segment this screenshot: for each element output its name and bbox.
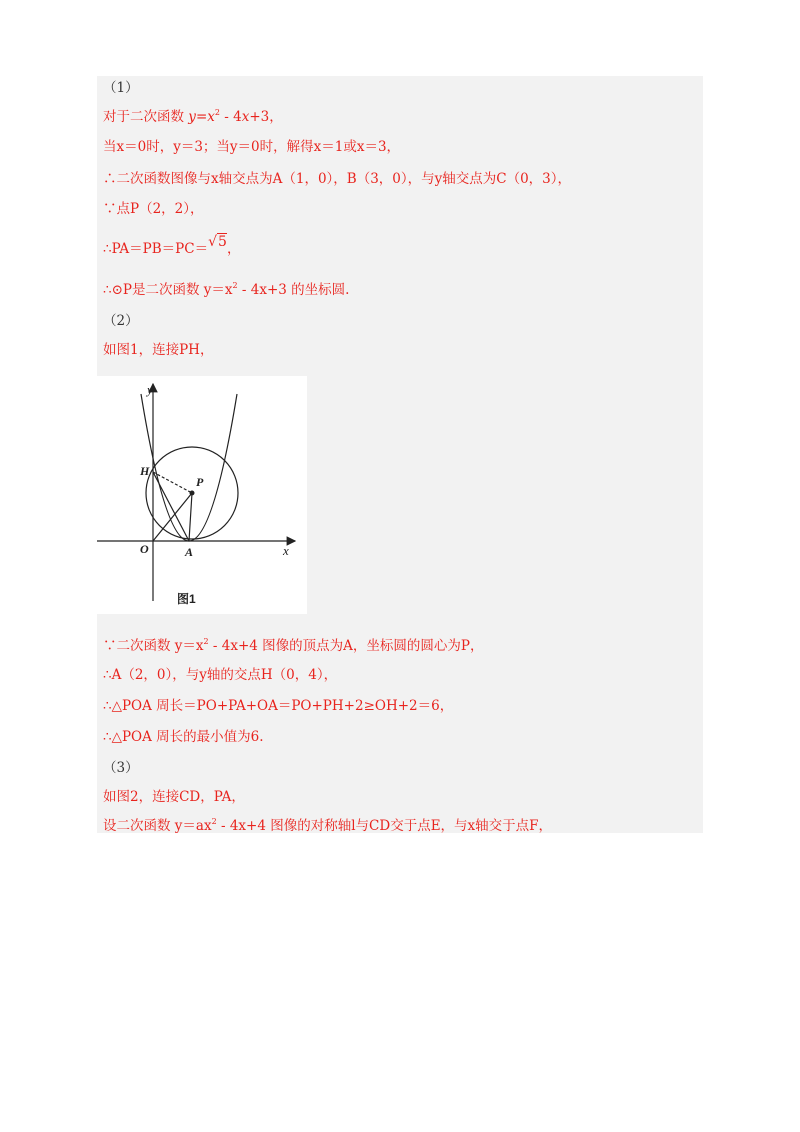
figure-1-diagram xyxy=(97,376,307,614)
part-1-label: （1） xyxy=(103,80,139,96)
label-P: P xyxy=(196,475,204,489)
part-3-label: （3） xyxy=(103,760,139,776)
label-O: O xyxy=(140,542,149,556)
label-y: y xyxy=(147,382,153,397)
figure-caption: 图1 xyxy=(177,592,196,606)
line-5: ∴PA＝PB＝PC＝√5， xyxy=(103,234,241,257)
parabola xyxy=(141,394,237,541)
line-9: ∴A（2，0），与y轴的交点H（0，4）， xyxy=(103,667,338,683)
line-4: ∵点P（2，2）， xyxy=(103,201,204,217)
sqrt-expression: √5 xyxy=(208,234,227,250)
line-2: 当x＝0时，y＝3；当y＝0时，解得x＝1或x＝3， xyxy=(103,139,401,155)
point-P xyxy=(190,491,195,496)
line-11: ∴△POA 周长的最小值为6. xyxy=(103,729,264,745)
line-13: 设二次函数 $y=ax^2 - 4x+4$ 图像的对称轴l与CD交于点E，与x轴交于点F， xyxy=(103,817,553,834)
segment-PO xyxy=(153,493,192,541)
figure-1 xyxy=(97,376,307,614)
segment-PA xyxy=(189,493,192,541)
line-10: ∴△POA 周长＝PO+PA+OA＝PO+PH+2≥OH+2＝6， xyxy=(103,698,454,714)
line-12: 如图2，连接CD，PA， xyxy=(103,789,245,805)
line-7: 如图1，连接PH， xyxy=(103,342,214,358)
line-1: 对于二次函数 $y=x^2 - 4x+3$， xyxy=(103,108,283,125)
label-H: H xyxy=(140,464,150,478)
label-A: A xyxy=(185,545,194,559)
line-8: ∵二次函数 $y=x^2 - 4x+4$ 图像的顶点为A，坐标圆的圆心为P， xyxy=(103,637,484,654)
part-2-label: （2） xyxy=(103,313,139,329)
label-x: x xyxy=(283,543,289,558)
line-6: ∴⊙P是二次函数 $y=x^2 - 4x+3$ 的坐标圆. xyxy=(103,281,350,298)
line-3: ∴二次函数图像与x轴交点为A（1，0），B（3，0），与y轴交点为C（0，3）， xyxy=(103,171,572,187)
